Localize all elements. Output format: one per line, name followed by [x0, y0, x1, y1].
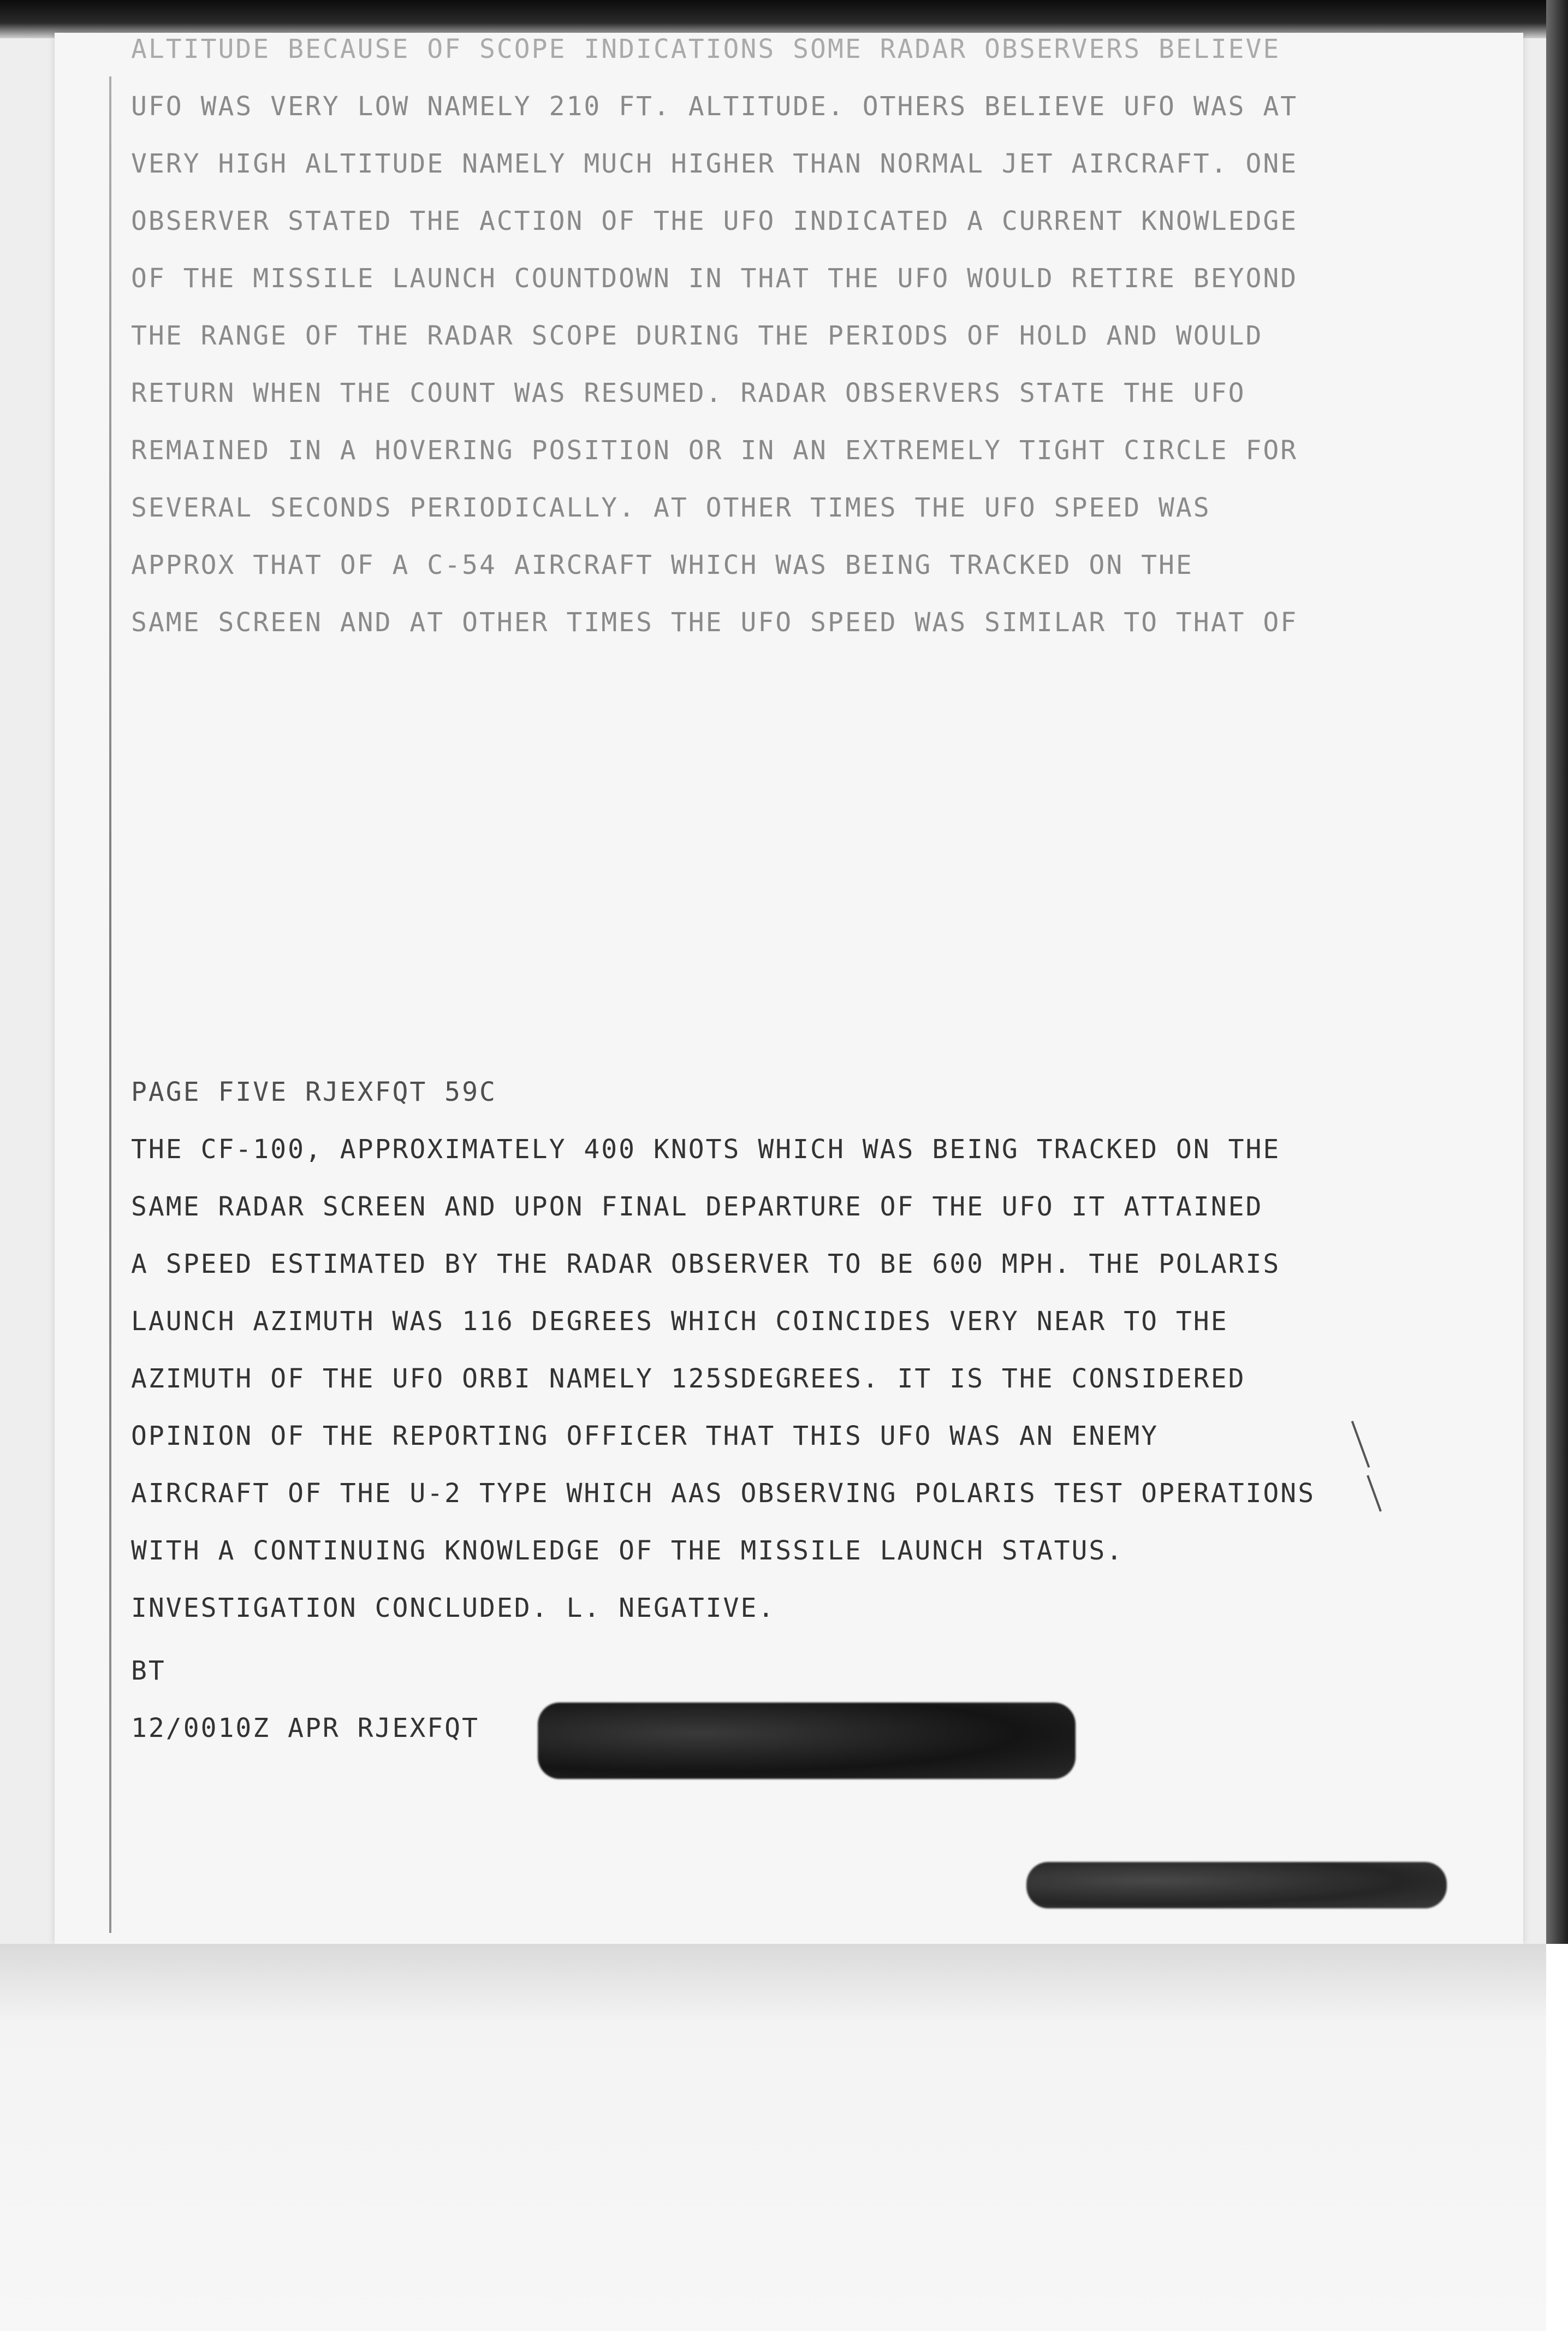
text-line: SAME SCREEN AND AT OTHER TIMES THE UFO SPEED WAS SIMILAR TO THAT OF	[131, 607, 1298, 638]
text-line: RETURN WHEN THE COUNT WAS RESUMED. RADAR OBSERVERS STATE THE UFO	[131, 378, 1246, 408]
footer-bt: BT	[131, 1656, 166, 1686]
text-line: SEVERAL SECONDS PERIODICALLY. AT OTHER TIMES THE UFO SPEED WAS	[131, 493, 1211, 523]
text-line: OF THE MISSILE LAUNCH COUNTDOWN IN THAT THE UFO WOULD RETIRE BEYOND	[131, 263, 1298, 294]
scan-frame-right	[1546, 0, 1568, 1944]
text-line: LAUNCH AZIMUTH WAS 116 DEGREES WHICH COINCIDES VERY NEAR TO THE	[131, 1306, 1228, 1337]
text-line: UFO WAS VERY LOW NAMELY 210 FT. ALTITUDE. OTHERS BELIEVE UFO WAS AT	[131, 91, 1298, 122]
text-line: OBSERVER STATED THE ACTION OF THE UFO INDICATED A CURRENT KNOWLEDGE	[131, 206, 1298, 236]
text-line: ALTITUDE BECAUSE OF SCOPE INDICATIONS SOME RADAR OBSERVERS BELIEVE	[131, 34, 1281, 64]
left-margin-rule	[109, 76, 111, 1933]
redaction-block	[538, 1703, 1076, 1779]
footer-dtg: 12/0010Z APR RJEXFQT	[131, 1713, 479, 1743]
text-line: AZIMUTH OF THE UFO ORBI NAMELY 125SDEGREES. IT IS THE CONSIDERED	[131, 1363, 1246, 1394]
redaction-block	[1026, 1862, 1447, 1908]
page-header: PAGE FIVE RJEXFQT 59C	[131, 1077, 497, 1107]
text-line: OPINION OF THE REPORTING OFFICER THAT THIS UFO WAS AN ENEMY	[131, 1421, 1159, 1451]
text-line: THE CF-100, APPROXIMATELY 400 KNOTS WHICH WAS BEING TRACKED ON THE	[131, 1134, 1281, 1165]
text-line: AIRCRAFT OF THE U-2 TYPE WHICH AAS OBSERVING POLARIS TEST OPERATIONS	[131, 1478, 1316, 1509]
text-line: INVESTIGATION CONCLUDED. L. NEGATIVE.	[131, 1593, 776, 1623]
text-line: THE RANGE OF THE RADAR SCOPE DURING THE PERIODS OF HOLD AND WOULD	[131, 321, 1263, 351]
film-bottom-area	[0, 1944, 1546, 2331]
text-line: A SPEED ESTIMATED BY THE RADAR OBSERVER TO BE 600 MPH. THE POLARIS	[131, 1249, 1281, 1279]
text-line: VERY HIGH ALTITUDE NAMELY MUCH HIGHER THAN NORMAL JET AIRCRAFT. ONE	[131, 149, 1298, 179]
text-line: APPROX THAT OF A C-54 AIRCRAFT WHICH WAS BEING TRACKED ON THE	[131, 550, 1193, 580]
text-line: REMAINED IN A HOVERING POSITION OR IN AN EXTREMELY TIGHT CIRCLE FOR	[131, 435, 1298, 466]
text-line: WITH A CONTINUING KNOWLEDGE OF THE MISSILE LAUNCH STATUS.	[131, 1535, 1124, 1566]
text-line: SAME RADAR SCREEN AND UPON FINAL DEPARTURE OF THE UFO IT ATTAINED	[131, 1191, 1263, 1222]
